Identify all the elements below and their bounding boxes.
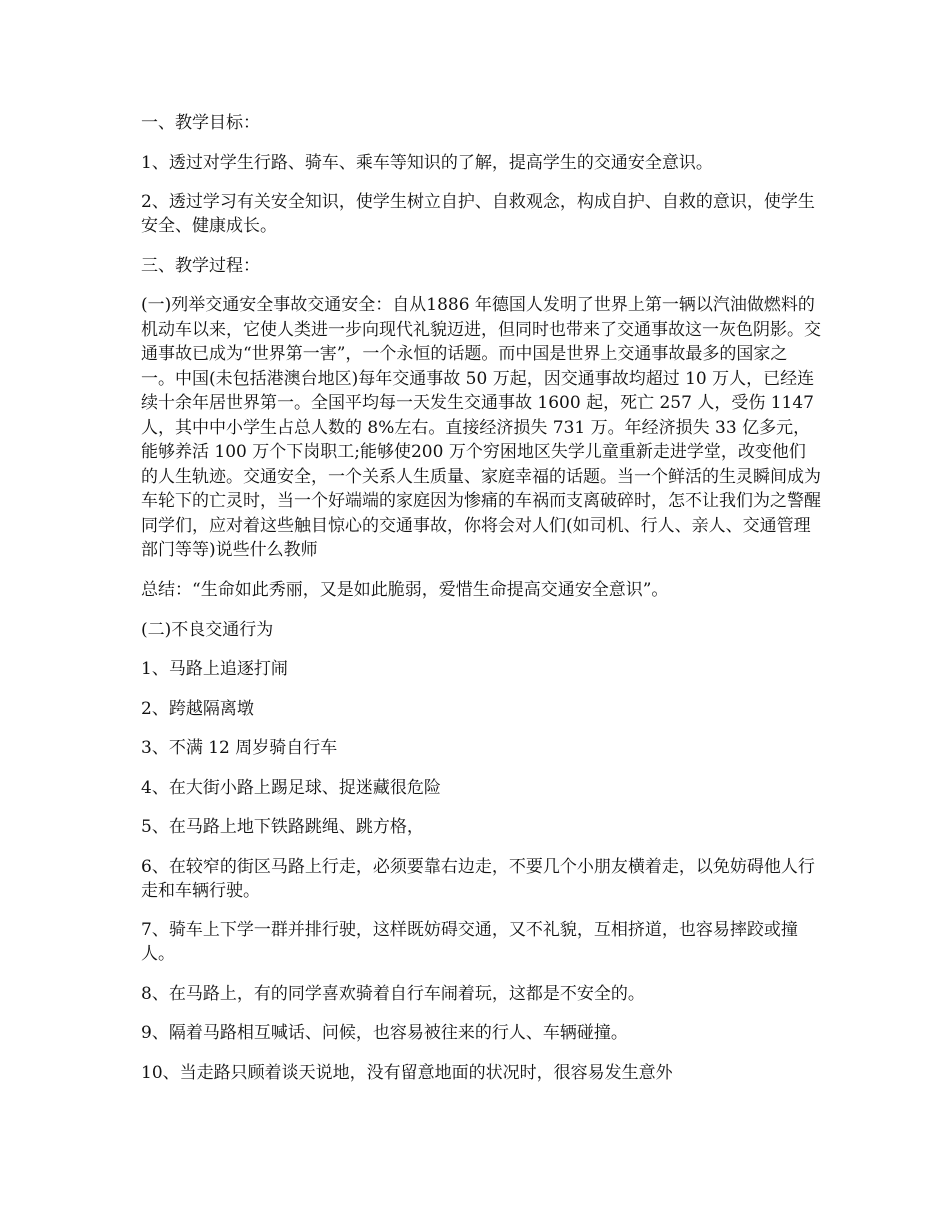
- behavior-item-10: 10、当走路只顾着谈天说地，没有留意地面的状况时，很容易发生意外: [141, 1062, 673, 1083]
- document-body: [141, 111, 821, 1100]
- behavior-item-1: 1、马路上追逐打闹: [141, 659, 288, 679]
- summary-paragraph: 总结：“生命如此秀丽，又是如此脆弱，爱惜生命提高交通安全意识”。: [141, 580, 669, 600]
- behavior-item-9: 9、隔着马路相互喊话、问候，也容易被往来的行人、车辆碰撞。: [141, 1023, 628, 1043]
- goal-item-1: 1、透过对学生行路、骑车、乘车等知识的了解，提高学生的交通安全意识。: [141, 152, 713, 173]
- heading-bad-behaviors: (二)不良交通行为: [141, 619, 274, 640]
- behavior-item-7: 7、骑车上下学一群并排行驶，这样既妨碍交通，又不礼貌，互相挤道，也容易摔跤或撞人。: [141, 920, 798, 964]
- heading-teaching-goals: 一、教学目标：: [141, 113, 260, 133]
- section-1-paragraph: (一)列举交通安全事故交通安全：自从1886 年德国人发明了世界上第一辆以汽油做燃料的机动车以来，它使人类进一步向现代礼貌迈进，但同时也带来了交通事故这一灰色阴影。交通事故已成为“世界第一害”，一个永恒的话题。而中国是世界上交通事故最多的国家之一。中国(未包括港澳台地区)每年交通事故 50 万起，因交通事故均超过 10 万人，已经连续十余年居世界第一。全国平均每一天发生交通事故 1600 起，死亡 257 人，受伤 1147 人，其中中小学生占总人数的 8%左右。直接经济损失 731 万。年经济损失 33 亿多元，能够养活 100 万个下岗职工;能够使200 万个穷困地区失学儿童重新走进学堂，改变他们的人生轨迹。交通安全，一个关系人生质量、家庭幸福的话题。当一个鲜活的生灵瞬间成为车轮下的亡灵时，当一个好端端的家庭因为惨痛的车祸而支离破碎时，怎不让我们为之警醒同学们，应对着这些触目惊心的交通事故，你将会对人们(如司机、行人、亲人、交通管理部门等等)说些什么教师: [141, 295, 821, 560]
- behavior-item-5: 5、在马路上地下铁路跳绳、跳方格，: [141, 817, 424, 837]
- behavior-item-8: 8、在马路上，有的同学喜欢骑着自行车闹着玩，这都是不安全的。: [141, 983, 645, 1004]
- heading-teaching-process: 三、教学过程：: [141, 255, 260, 276]
- behavior-item-4: 4、在大街小路上踢足球、捉迷藏很危险: [141, 777, 441, 798]
- behavior-item-6: 6、在较窄的街区马路上行走，必须要靠右边走，不要几个小朋友横着走，以免妨碍他人行走和车辆行驶。: [141, 856, 815, 901]
- behavior-item-2: 2、跨越隔离墩: [141, 698, 254, 719]
- behavior-item-3: 3、不满 12 周岁骑自行车: [141, 738, 338, 758]
- goal-item-2: 2、透过学习有关安全知识，使学生树立自护、自救观念，构成自护、自救的意识，使学生安全、健康成长。: [141, 192, 815, 236]
